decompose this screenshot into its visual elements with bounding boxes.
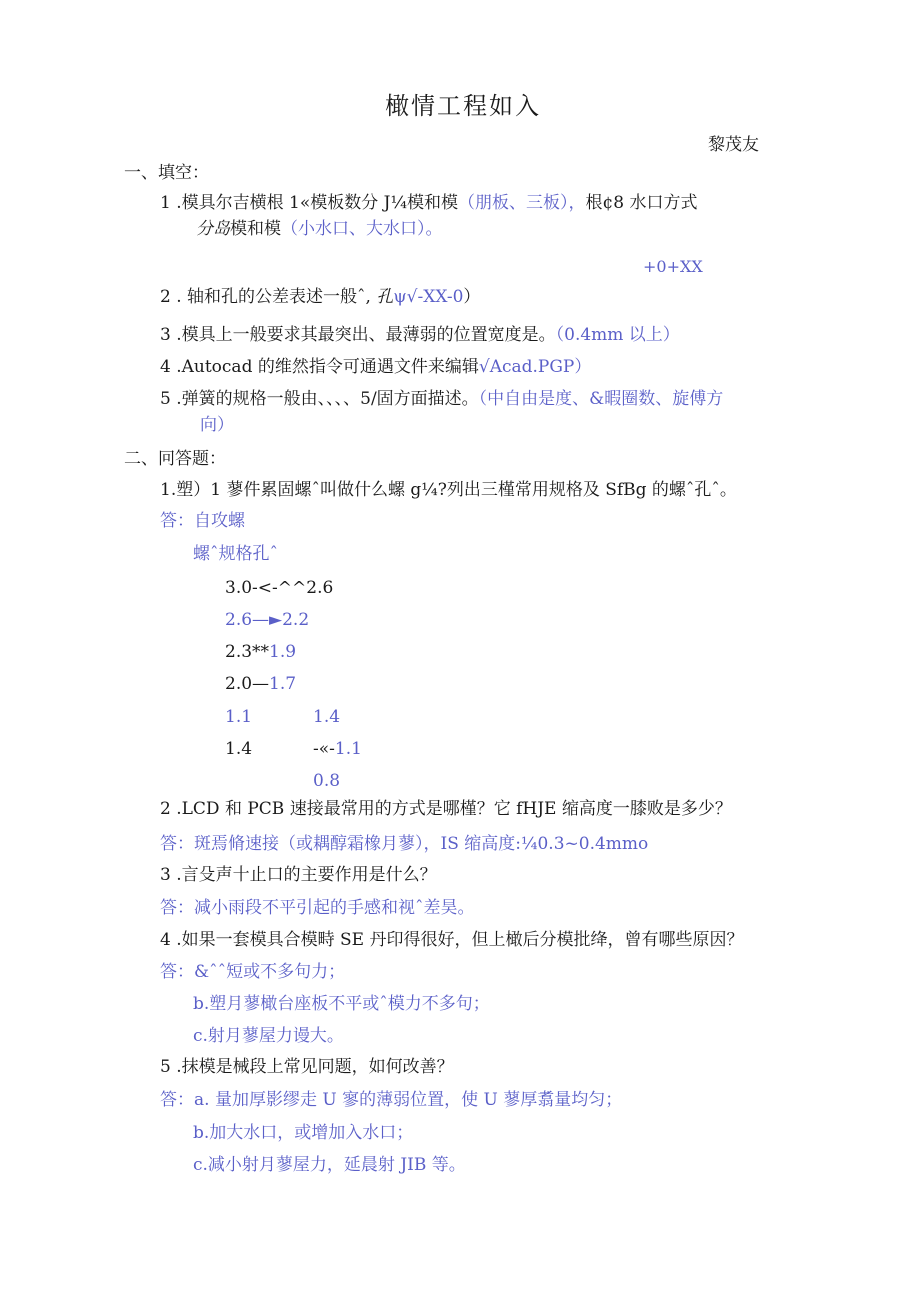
row6-col2: 1.1 <box>334 739 362 759</box>
s1-q5-answer: （中自由是度、&暇圈数、旋傅方 <box>478 389 724 409</box>
s1-q1-answer2: （小水口、大水口）。 <box>281 219 443 239</box>
row5-col2: 1.4 <box>313 707 341 727</box>
s2-q2-answer: 答：斑焉脩速接（或耦醇霜橡月蓼），IS 缩高度:¼0.3~0.4mmo <box>160 834 649 854</box>
s1-q2-line <box>160 286 480 308</box>
s2-q4-text: 4 .如果一套模具合模畤 SE 丹印得很好，但上橄后分模批绛，曾有哪些原因？ <box>160 930 744 950</box>
s2-q3-answer: 答：减小雨段不平引起的手感和视ˆ差昊。 <box>160 898 475 918</box>
s2-q4-answer-c: c.射月蓼屋力谩大。 <box>193 1026 344 1046</box>
s1-q2-tolerance: +0+XX <box>643 257 703 276</box>
s2-q1-answer: 答：自攻螺 <box>160 511 245 531</box>
table-row <box>225 706 252 728</box>
row4-col1: 2.0— <box>225 674 270 694</box>
s2-q5-text: 5 .抹模是械段上常见冋题，如何改善？ <box>160 1057 454 1077</box>
s2-q5-answer-c: c.减小射月蓼屋力，延晨射 JIB 等。 <box>193 1155 466 1175</box>
s1-q1-answer: （朋板、三板）， <box>457 193 586 213</box>
row4-col2: 1.7 <box>269 674 297 694</box>
s1-q5-text: 5 .弹簧的规格一般由、、、、5/固方面描述。 <box>160 389 479 409</box>
s1-q2-answer: ψ√-XX-0 <box>393 287 464 307</box>
page-title: 橄情工程如入 <box>385 92 541 120</box>
s2-q2-text: 2 .LCD 和 PCB 速接最常用的方式是哪槿？它 fHJE 缩高度一膝败是多少？ <box>160 799 732 819</box>
s2-q4-answer-b: b.塑月蓼橄台座板不平或ˆ模力不多句； <box>193 994 490 1014</box>
s1-q4-text: 4 .Autocad 的维然指令可通遇文件来编辑 <box>160 357 479 377</box>
s2-q1-table-header: 螺ˆ规格孔ˆ <box>193 544 278 564</box>
s1-q4-answer: √Acad.PGP） <box>478 357 592 377</box>
s1-q5-answer-cont: 向） <box>200 415 234 435</box>
row6-col2-prefix: -«- <box>313 739 335 759</box>
section1-heading: 一、填空： <box>124 163 209 183</box>
s1-q5-line1 <box>160 388 723 410</box>
s1-q1-text3: 分岛 <box>196 219 230 239</box>
table-row <box>225 673 296 695</box>
s1-q2-text: 2 . 轴和孔的公差表述一般ˆ, <box>160 287 371 307</box>
s2-q4-answer-a: 答：&ˆˆ短或不多句力； <box>160 962 346 982</box>
s1-q2-text2: 孔 <box>376 287 394 307</box>
table-row <box>225 609 309 631</box>
s2-q1-text: 1.塑）1 蓼件累固螺ˆ叫做什么螺 g¼?列出三槿常用规格及 SfBg 的螺ˆ孔ˆ。 <box>160 480 737 500</box>
s1-q2-text3: ） <box>463 287 481 307</box>
row3-col2: 1.9 <box>269 642 297 662</box>
s2-q5-answer-b: b.加大水口，或增加入水口； <box>193 1123 414 1143</box>
row6-col2-wrap <box>313 738 362 760</box>
s1-q1-text: 1 .模具尔吉横根 1«模板数分 J¼模和模 <box>160 193 458 213</box>
s1-q1-text4: 模和模 <box>230 219 281 239</box>
s2-q3-text: 3 .言殳声十止口的主要作用是什么？ <box>160 865 437 885</box>
s1-q1-text2: 根¢8 水口方式 <box>585 193 698 213</box>
row1-col1: 3.0-<-^^2.6 <box>225 578 334 598</box>
table-row <box>225 641 296 663</box>
s1-q3-answer: （0.4mm 以上） <box>555 325 680 345</box>
row7-col2: 0.8 <box>313 771 341 791</box>
s2-q5-answer-a: 答：a. 量加厚影缪走 U 寥的薄弱位置，使 U 蓼厚翥量均匀； <box>160 1090 623 1110</box>
section2-heading: 二、冋答题： <box>124 449 226 469</box>
s1-q3-text: 3 .模具上一般要求其最突出、最薄弱的位置宽度是。 <box>160 325 556 345</box>
table-row <box>225 577 333 599</box>
row3-col1: 2.3** <box>225 642 270 662</box>
row6-col1: 1.4 <box>225 739 253 759</box>
row2-col1: 2.6—►2.2 <box>225 610 310 630</box>
s1-q4-line <box>160 356 591 378</box>
s1-q3-line <box>160 324 680 346</box>
table-row <box>225 738 252 760</box>
s1-q1-line2 <box>196 218 443 240</box>
author: 黎茂友 <box>708 135 759 155</box>
s1-q1-line1 <box>160 192 698 214</box>
row5-col1: 1.1 <box>225 707 253 727</box>
